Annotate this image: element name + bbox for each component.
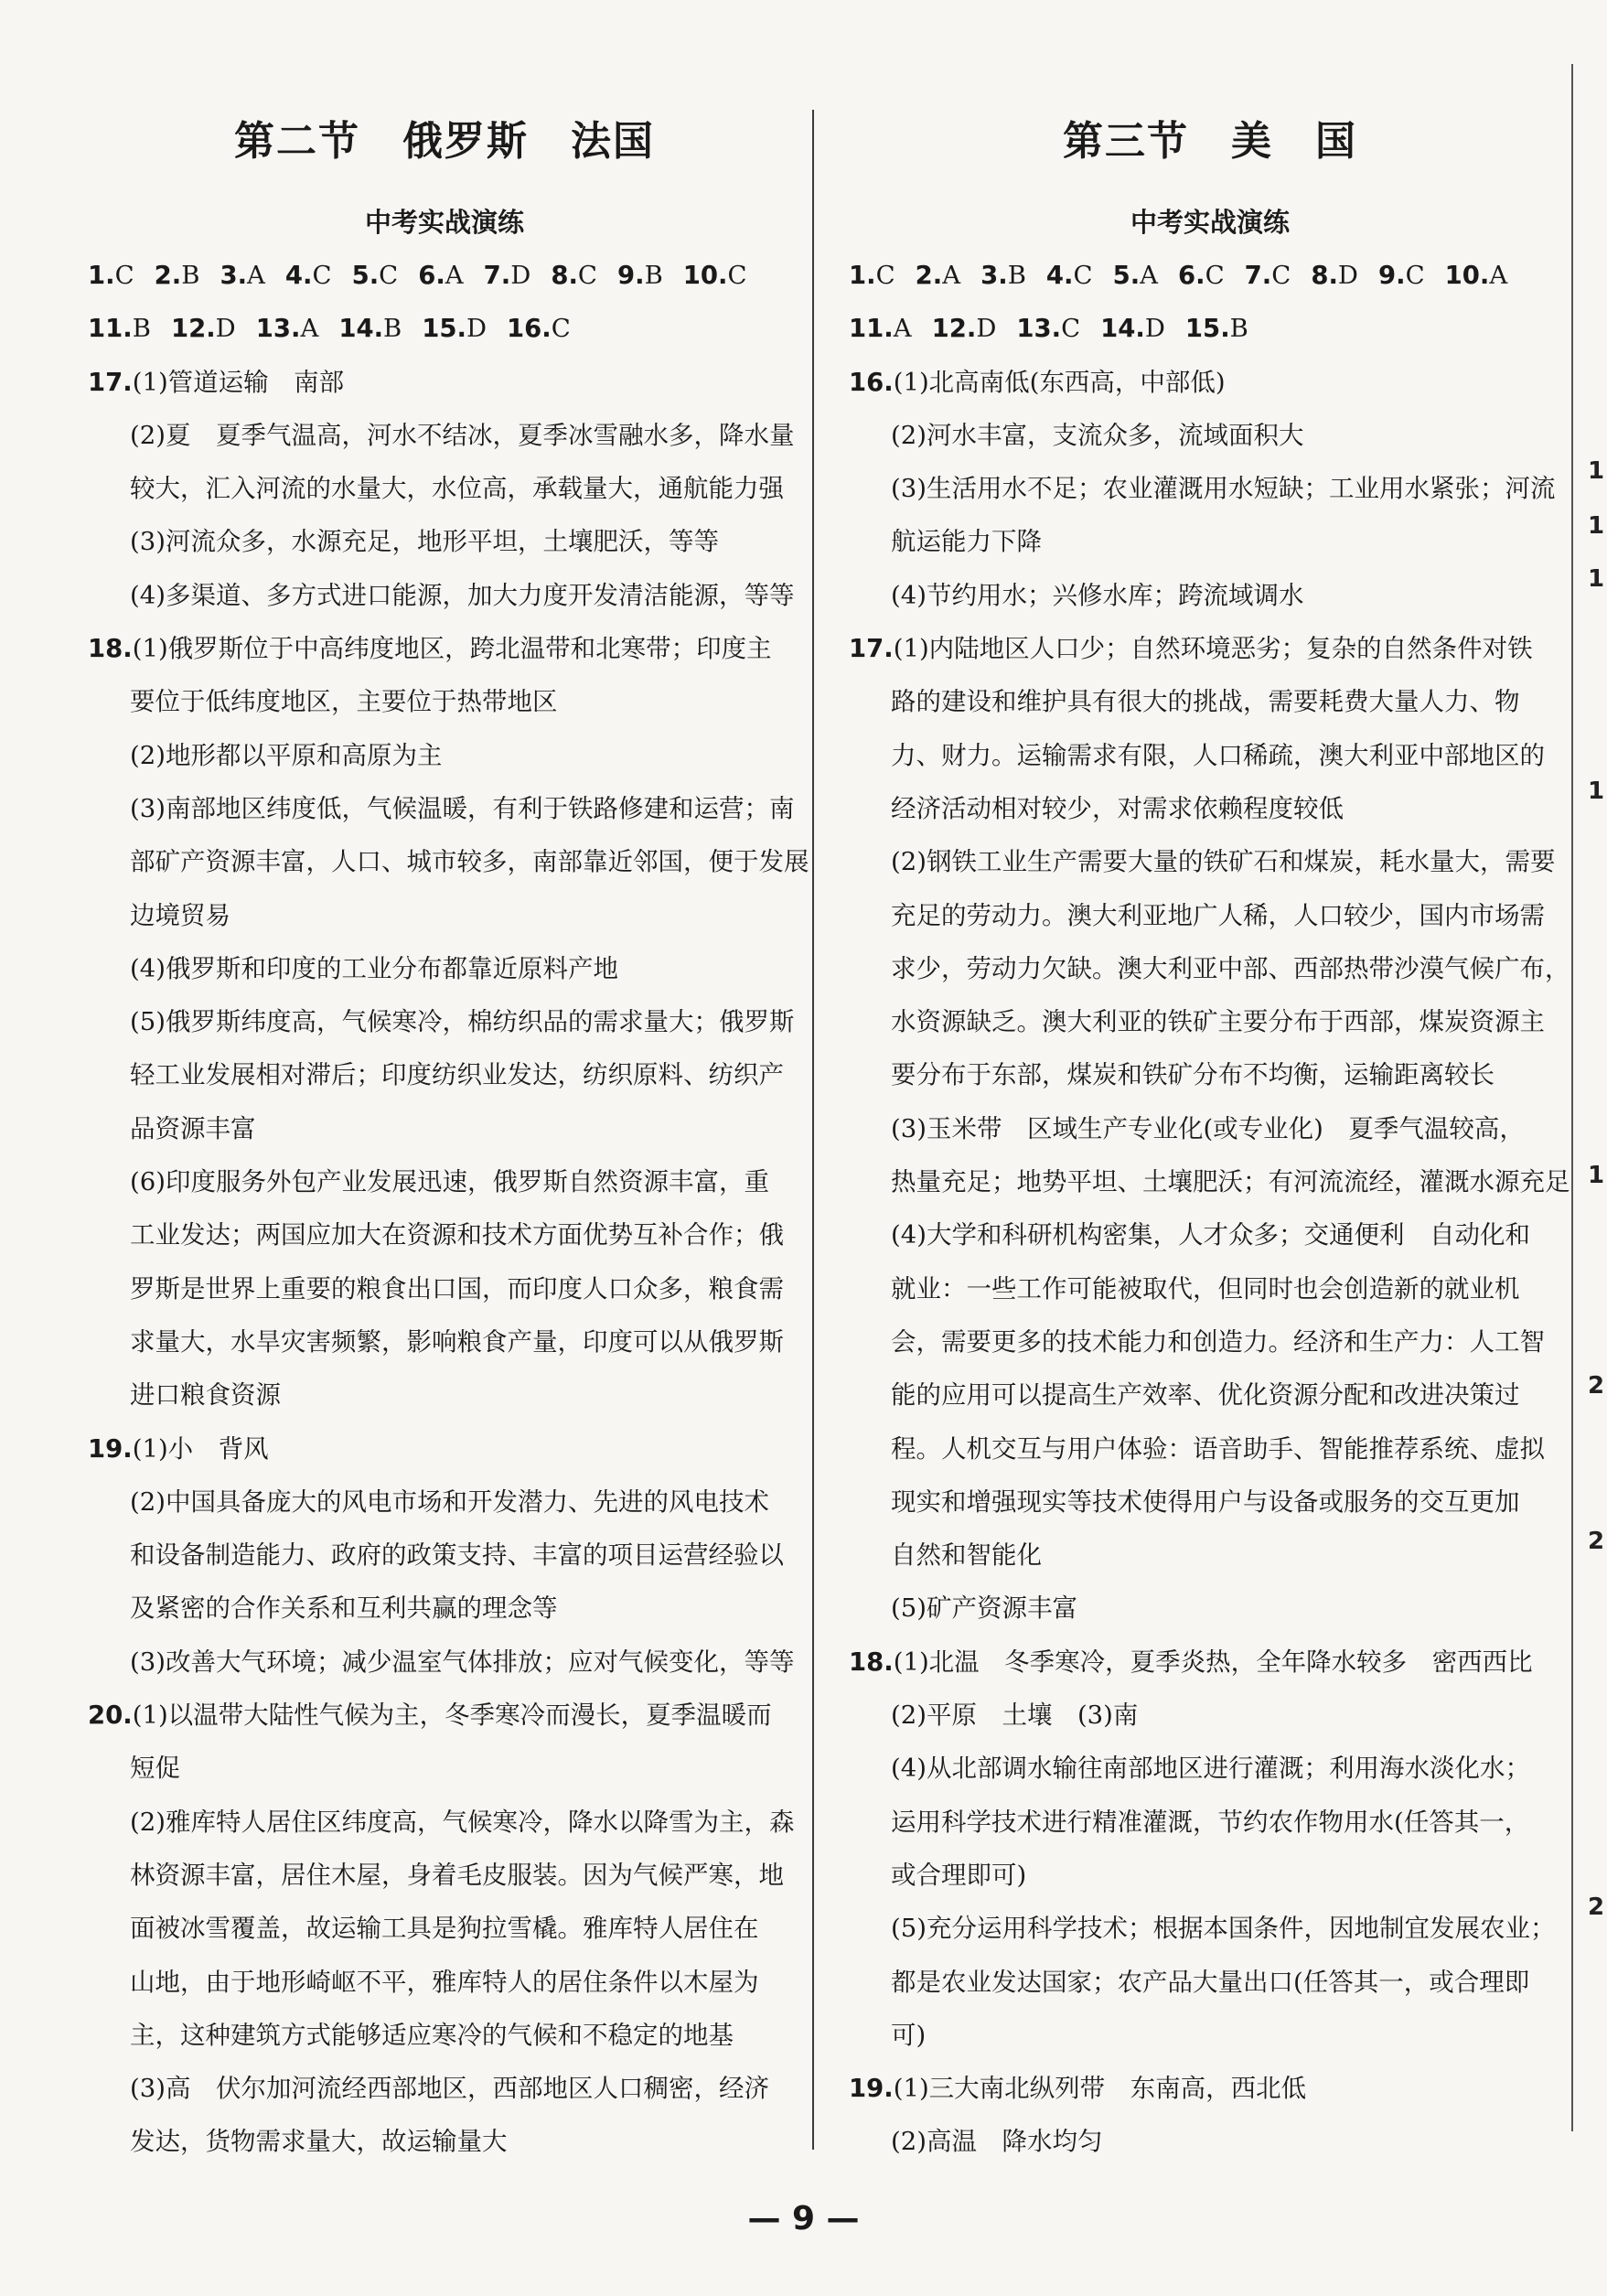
mc-answer <box>551 261 597 290</box>
answer-text: 部矿产资源丰富，人口、城市较多，南部靠近邻国，便于发展 <box>130 847 809 877</box>
answer-line <box>88 782 801 835</box>
next-page-edge <box>1571 64 1573 2131</box>
question-number: 2. <box>915 261 943 290</box>
answer-line <box>88 1689 801 1742</box>
mc-answer <box>88 261 134 290</box>
answer-letter: C <box>379 261 399 290</box>
answer-text: (3)生活用水不足；农业灌溉用水短缺；工业用水紧张；河流 <box>891 474 1556 504</box>
question-number: 3. <box>220 261 248 290</box>
answer-line <box>88 1956 801 2009</box>
answer-line <box>849 2062 1571 2115</box>
answer-line <box>849 1208 1571 1261</box>
answer-letter: D <box>976 314 997 344</box>
answer-text: 山地，由于地形崎岖不平，雅库特人的居住条件以木屋为 <box>130 1967 759 1997</box>
answer-letter: A <box>1489 261 1508 290</box>
answer-text: 林资源丰富，居住木屋，身着毛皮服装。因为气候严寒，地 <box>130 1860 784 1890</box>
answer-line <box>849 835 1571 888</box>
answer-line <box>88 2115 801 2168</box>
column-divider <box>812 110 814 2150</box>
answer-text: (3)改善大气环境；减少温室气体排放；应对气候变化，等等 <box>130 1647 795 1677</box>
answer-letter: B <box>383 314 402 344</box>
edge-fragment: 1 <box>1588 778 1605 805</box>
answer-text: (4)多渠道、多方式进口能源，加大力度开发清洁能源，等等 <box>130 580 795 610</box>
answers-right <box>849 356 1571 2169</box>
answer-text: 求少，劳动力欠缺。澳大利亚中部、西部热带沙漠气候广布， <box>891 953 1570 983</box>
mc-answer <box>220 261 264 290</box>
answer-text: (1)小 背风 <box>132 1433 269 1464</box>
answer-line <box>88 2009 801 2062</box>
subtitle-right: 中考实战演练 <box>1130 207 1290 238</box>
page-number: — 9 — <box>747 2200 860 2237</box>
answer-line <box>88 889 801 942</box>
answer-text: 航运能力下降 <box>891 527 1042 557</box>
answer-text: 主，这种建筑方式能够适应寒冷的气候和不稳定的地基 <box>130 2020 734 2050</box>
answer-letter: D <box>215 314 236 344</box>
mc-answer <box>849 261 895 290</box>
answer-line <box>88 1636 801 1689</box>
answer-line <box>849 515 1571 568</box>
question-number: 18. <box>849 1647 894 1677</box>
answer-line <box>849 1102 1571 1155</box>
answer-line <box>849 1529 1571 1582</box>
mc-answer <box>849 314 912 343</box>
answer-text: (2)地形都以平原和高原为主 <box>130 740 443 770</box>
answer-line <box>849 1956 1571 2009</box>
answer-text: 品资源丰富 <box>130 1113 256 1143</box>
answer-line <box>849 942 1571 995</box>
answer-line <box>849 1475 1571 1529</box>
answer-text: (1)北高南低(东西高，中部低) <box>893 367 1226 397</box>
left-column <box>88 110 809 2169</box>
question-number: 12. <box>931 314 977 344</box>
mc-row-2-left <box>88 302 801 355</box>
section-title-left: 第二节 俄罗斯 法国 <box>234 118 655 165</box>
answer-text: (2)雅库特人居住区纬度高，气候寒冷，降水以降雪为主，森 <box>130 1807 795 1837</box>
question-number: 10. <box>682 261 728 290</box>
mc-answer <box>916 261 960 290</box>
question-number: 10. <box>1444 261 1490 290</box>
answer-line <box>88 356 801 409</box>
mc-answer <box>507 314 571 343</box>
question-number: 13. <box>255 314 301 344</box>
mc-answer <box>422 314 487 343</box>
answer-line <box>88 1102 801 1155</box>
answer-text: (1)北温 冬季寒冷，夏季炎热，全年降水较多 密西西比 <box>893 1647 1533 1677</box>
mc-answer <box>88 314 151 343</box>
mc-answer <box>1378 261 1425 290</box>
answer-text: (4)从北部调水输往南部地区进行灌溉；利用海水淡化水； <box>891 1754 1530 1784</box>
answer-line <box>88 729 801 782</box>
answer-text: (5)矿产资源丰富 <box>891 1593 1077 1624</box>
answer-line <box>88 569 801 622</box>
question-number: 9. <box>1377 261 1406 290</box>
answer-letter: A <box>1140 261 1159 290</box>
mc-answer <box>1178 261 1225 290</box>
answer-text: (6)印度服务外包产业发展迅速，俄罗斯自然资源丰富，重 <box>130 1167 769 1197</box>
answer-line <box>88 1582 801 1635</box>
question-number: 11. <box>849 314 894 344</box>
mc-answer <box>155 261 200 290</box>
answer-line <box>88 1796 801 1849</box>
answer-text: (1)俄罗斯位于中高纬度地区，跨北温带和北寒带；印度主 <box>132 634 772 664</box>
mc-answer <box>171 314 236 343</box>
mc-answer <box>352 261 399 290</box>
edge-fragment: 2 <box>1588 1894 1605 1921</box>
answer-letter: D <box>510 261 531 290</box>
right-column <box>849 110 1571 2169</box>
answer-line <box>849 1902 1571 1955</box>
answer-letter: B <box>1229 314 1248 344</box>
edge-fragment: 1 <box>1588 457 1605 485</box>
answer-text: 运用科学技术进行精准灌溉，节约农作物用水(任答其一， <box>891 1807 1530 1837</box>
answer-letter: A <box>445 261 464 290</box>
mc-answer <box>932 314 997 343</box>
answer-letter: A <box>893 314 912 344</box>
section-title-right: 第三节 美 国 <box>1063 118 1357 165</box>
mc-answer <box>418 261 463 290</box>
answer-line <box>849 1048 1571 1101</box>
question-number: 7. <box>483 261 511 290</box>
answer-text: 罗斯是世界上重要的粮食出口国，而印度人口众多，粮食需 <box>130 1273 784 1304</box>
answer-text: 水资源缺乏。澳大利亚的铁矿主要分布于西部，煤炭资源主 <box>891 1007 1545 1037</box>
mc-answer <box>1016 314 1080 343</box>
mc-row-1-left <box>88 249 801 302</box>
answer-text: (2)中国具备庞大的风电市场和开发潜力、先进的风电技术 <box>130 1486 769 1517</box>
answer-line <box>88 622 801 675</box>
question-number: 6. <box>1178 261 1205 290</box>
edge-fragment: 1 <box>1588 565 1605 593</box>
edge-fragment: 2 <box>1588 1372 1605 1400</box>
answer-text: 和设备制造能力、政府的政策支持、丰富的项目运营经验以 <box>130 1540 784 1571</box>
answer-text: (3)河流众多，水源充足，地形平坦，土壤肥沃，等等 <box>130 527 719 557</box>
mc-answer <box>1245 261 1291 290</box>
answer-line <box>88 462 801 515</box>
question-number: 19. <box>849 2074 894 2104</box>
answer-letter: C <box>875 261 895 290</box>
answer-text: (4)节约用水；兴修水库；跨流域调水 <box>891 580 1304 610</box>
subtitle-left: 中考实战演练 <box>364 207 524 238</box>
answer-text: (4)俄罗斯和印度的工业分布都靠近原料产地 <box>130 953 618 983</box>
answer-line <box>849 995 1571 1048</box>
answer-text: (1)内陆地区人口少；自然环境恶劣；复杂的自然条件对铁 <box>893 634 1533 664</box>
answer-line <box>88 1849 801 1902</box>
answer-text: 能的应用可以提高生产效率、优化资源分配和改进决策过 <box>891 1380 1520 1411</box>
answer-text: 工业发达；两国应加大在资源和技术方面优势互补合作；俄 <box>130 1220 784 1250</box>
question-number: 9. <box>616 261 645 290</box>
answer-text: 自然和智能化 <box>891 1540 1042 1571</box>
answer-line <box>88 1529 801 1582</box>
answer-line <box>849 1689 1571 1742</box>
answer-text: 边境贸易 <box>130 900 230 930</box>
question-number: 17. <box>849 634 894 664</box>
mc-answer <box>617 261 663 290</box>
answer-text: 面被冰雪覆盖，故运输工具是狗拉雪橇。雅库特人居住在 <box>130 1914 759 1944</box>
answer-text: (2)平原 土壤 (3)南 <box>891 1701 1139 1731</box>
answer-line <box>88 2062 801 2115</box>
answer-line <box>849 2009 1571 2062</box>
mc-answer <box>1445 261 1508 290</box>
answer-text: 现实和增强现实等技术使得用户与设备或服务的交互更加 <box>891 1486 1520 1517</box>
question-number: 12. <box>170 314 216 344</box>
mc-answer <box>1113 261 1158 290</box>
answer-line <box>88 995 801 1048</box>
mc-answer <box>683 261 747 290</box>
mc-answer <box>1046 261 1093 290</box>
question-number: 16. <box>849 367 894 397</box>
answer-line <box>849 782 1571 835</box>
answer-letter: A <box>300 314 319 344</box>
answer-line <box>849 1262 1571 1315</box>
question-number: 16. <box>507 314 552 344</box>
answer-text: 可) <box>891 2020 927 2050</box>
answer-letter: B <box>1007 261 1026 290</box>
question-number: 17. <box>88 367 133 397</box>
answer-text: 充足的劳动力。澳大利亚地广人稀，人口较少，国内市场需 <box>891 900 1545 930</box>
answer-letter: D <box>1337 261 1358 290</box>
mc-answer <box>285 261 332 290</box>
answer-letter: C <box>312 261 332 290</box>
answer-line <box>88 1048 801 1101</box>
answer-line <box>849 622 1571 675</box>
answer-line <box>88 942 801 995</box>
question-number: 14. <box>338 314 384 344</box>
answer-text: (3)南部地区纬度低，气候温暖，有利于铁路修建和运营；南 <box>130 793 795 823</box>
mc-answer <box>980 261 1026 290</box>
answer-line <box>849 2115 1571 2168</box>
answer-line <box>849 569 1571 622</box>
mc-answer <box>1185 314 1248 343</box>
question-number: 5. <box>351 261 380 290</box>
answer-line <box>849 1368 1571 1422</box>
answer-letter: C <box>114 261 134 290</box>
answer-line <box>849 675 1571 728</box>
answer-text: (3)高 伏尔加河流经西部地区，西部地区人口稠密，经济 <box>130 2074 769 2104</box>
question-number: 8. <box>1311 261 1338 290</box>
answer-line <box>88 409 801 462</box>
answer-text: 路的建设和维护具有很大的挑战，需要耗费大量人力、物 <box>891 687 1520 717</box>
mc-row-1-right <box>849 249 1571 302</box>
answer-letter: C <box>1061 314 1081 344</box>
question-number: 5. <box>1112 261 1141 290</box>
answer-line <box>849 462 1571 515</box>
answer-text: (1)管道运输 南部 <box>132 367 345 397</box>
answer-letter: C <box>1073 261 1093 290</box>
answer-text: 发达，货物需求量大，故运输量大 <box>130 2127 508 2157</box>
answer-text: 经济活动相对较少，对需求依赖程度较低 <box>891 793 1344 823</box>
answer-letter: D <box>1144 314 1165 344</box>
question-number: 19. <box>88 1433 133 1464</box>
question-number: 4. <box>1045 261 1074 290</box>
answer-line <box>849 1582 1571 1635</box>
answer-text: 求量大，水旱灾害频繁，影响粮食产量，印度可以从俄罗斯 <box>130 1326 784 1357</box>
question-number: 11. <box>88 314 133 344</box>
question-number: 20. <box>88 1701 133 1731</box>
answer-letter: B <box>181 261 200 290</box>
edge-fragment: 2 <box>1588 1528 1605 1555</box>
question-number: 18. <box>88 634 133 664</box>
answer-text: (2)钢铁工业生产需要大量的铁矿石和煤炭，耗水量大，需要 <box>891 847 1556 877</box>
answer-text: 轻工业发展相对滞后；印度纺织业发达，纺织原料、纺织产 <box>130 1060 784 1090</box>
answer-letter: B <box>132 314 151 344</box>
answer-letter: C <box>1271 261 1291 290</box>
answer-line <box>88 1315 801 1368</box>
answer-text: 要分布于东部，煤炭和铁矿分布不均衡，运输距离较长 <box>891 1060 1495 1090</box>
mc-answer <box>256 314 319 343</box>
answer-line <box>849 1796 1571 1849</box>
answer-line <box>88 1155 801 1208</box>
answer-text: (5)俄罗斯纬度高，气候寒冷，棉纺织品的需求量大；俄罗斯 <box>130 1007 795 1037</box>
answer-text: 要位于低纬度地区，主要位于热带地区 <box>130 687 558 717</box>
answer-text: 或合理即可) <box>891 1860 1027 1890</box>
edge-fragment: 1 <box>1588 1162 1605 1189</box>
answer-line <box>88 835 809 888</box>
answer-line <box>88 1742 801 1795</box>
answer-line <box>88 675 801 728</box>
answer-line <box>849 729 1571 782</box>
answers-left <box>88 356 809 2169</box>
question-number: 3. <box>980 261 1008 290</box>
answer-text: 力、财力。运输需求有限，人口稀疏，澳大利亚中部地区的 <box>891 740 1545 770</box>
answer-text: (2)夏 夏季气温高，河水不结冰，夏季冰雪融水多，降水量 <box>130 420 795 450</box>
answer-text: 热量充足；地势平坦、土壤肥沃；有河流流经，灌溉水源充足 <box>891 1167 1570 1197</box>
answer-letter: A <box>942 261 961 290</box>
answer-text: (4)大学和科研机构密集，人才众多；交通便利 自动化和 <box>891 1220 1530 1250</box>
answer-line <box>849 409 1571 462</box>
answer-letter: C <box>727 261 747 290</box>
question-number: 1. <box>88 261 115 290</box>
edge-fragment: 1 <box>1588 512 1605 540</box>
mc-answer <box>1311 261 1358 290</box>
answer-letter: A <box>247 261 265 290</box>
answer-line <box>88 1902 801 1955</box>
answer-text: 进口粮食资源 <box>130 1380 281 1411</box>
answer-letter: D <box>466 314 487 344</box>
answer-text: (1)以温带大陆性气候为主，冬季寒冷而漫长，夏季温暖而 <box>132 1701 772 1731</box>
answer-line <box>849 1422 1571 1475</box>
question-number: 1. <box>849 261 876 290</box>
answer-line <box>849 1742 1571 1795</box>
answer-text: 及紧密的合作关系和互利共赢的理念等 <box>130 1593 558 1624</box>
question-number: 6. <box>418 261 445 290</box>
answer-line <box>88 1475 801 1529</box>
answer-letter: C <box>1405 261 1425 290</box>
answer-letter: C <box>577 261 597 290</box>
answer-line <box>849 1636 1571 1689</box>
answer-letter: C <box>551 314 571 344</box>
question-number: 14. <box>1100 314 1145 344</box>
answer-text: 程。人机交互与用户体验：语音助手、智能推荐系统、虚拟 <box>891 1433 1545 1464</box>
answer-letter: B <box>644 261 663 290</box>
answer-line <box>88 515 801 568</box>
question-number: 4. <box>284 261 313 290</box>
question-number: 15. <box>422 314 466 344</box>
mc-answer <box>484 261 531 290</box>
answer-line <box>849 1315 1571 1368</box>
answer-line <box>88 1422 801 1475</box>
answer-line <box>849 1155 1571 1208</box>
answer-text: (1)三大南北纵列带 东南高，西北低 <box>893 2074 1307 2104</box>
answer-text: (3)玉米带 区域生产专业化(或专业化) 夏季气温较高， <box>891 1113 1525 1143</box>
answer-text: 较大，汇入河流的水量大，水位高，承载量大，通航能力强 <box>130 474 784 504</box>
answer-text: (2)高温 降水均匀 <box>891 2127 1103 2157</box>
question-number: 8. <box>551 261 578 290</box>
mc-answer <box>1100 314 1165 343</box>
mc-answer <box>338 314 402 343</box>
answer-line <box>88 1208 801 1261</box>
question-number: 7. <box>1244 261 1272 290</box>
answer-text: 就业：一些工作可能被取代，但同时也会创造新的就业机 <box>891 1273 1520 1304</box>
question-number: 15. <box>1184 314 1230 344</box>
answer-text: 短促 <box>130 1754 180 1784</box>
answer-line <box>849 356 1571 409</box>
answer-text: (2)河水丰富，支流众多，流域面积大 <box>891 420 1304 450</box>
answer-letter: C <box>1205 261 1225 290</box>
answer-line <box>849 889 1571 942</box>
answer-line <box>88 1368 801 1422</box>
answer-text: 会，需要更多的技术能力和创造力。经济和生产力：人工智 <box>891 1326 1545 1357</box>
answer-line <box>849 1849 1571 1902</box>
answer-text: 都是农业发达国家；农产品大量出口(任答其一，或合理即 <box>891 1967 1530 1997</box>
answer-line <box>88 1262 801 1315</box>
question-number: 13. <box>1016 314 1062 344</box>
question-number: 2. <box>154 261 182 290</box>
answer-text: (5)充分运用科学技术；根据本国条件，因地制宜发展农业； <box>891 1914 1556 1944</box>
mc-row-2-right <box>849 302 1571 355</box>
